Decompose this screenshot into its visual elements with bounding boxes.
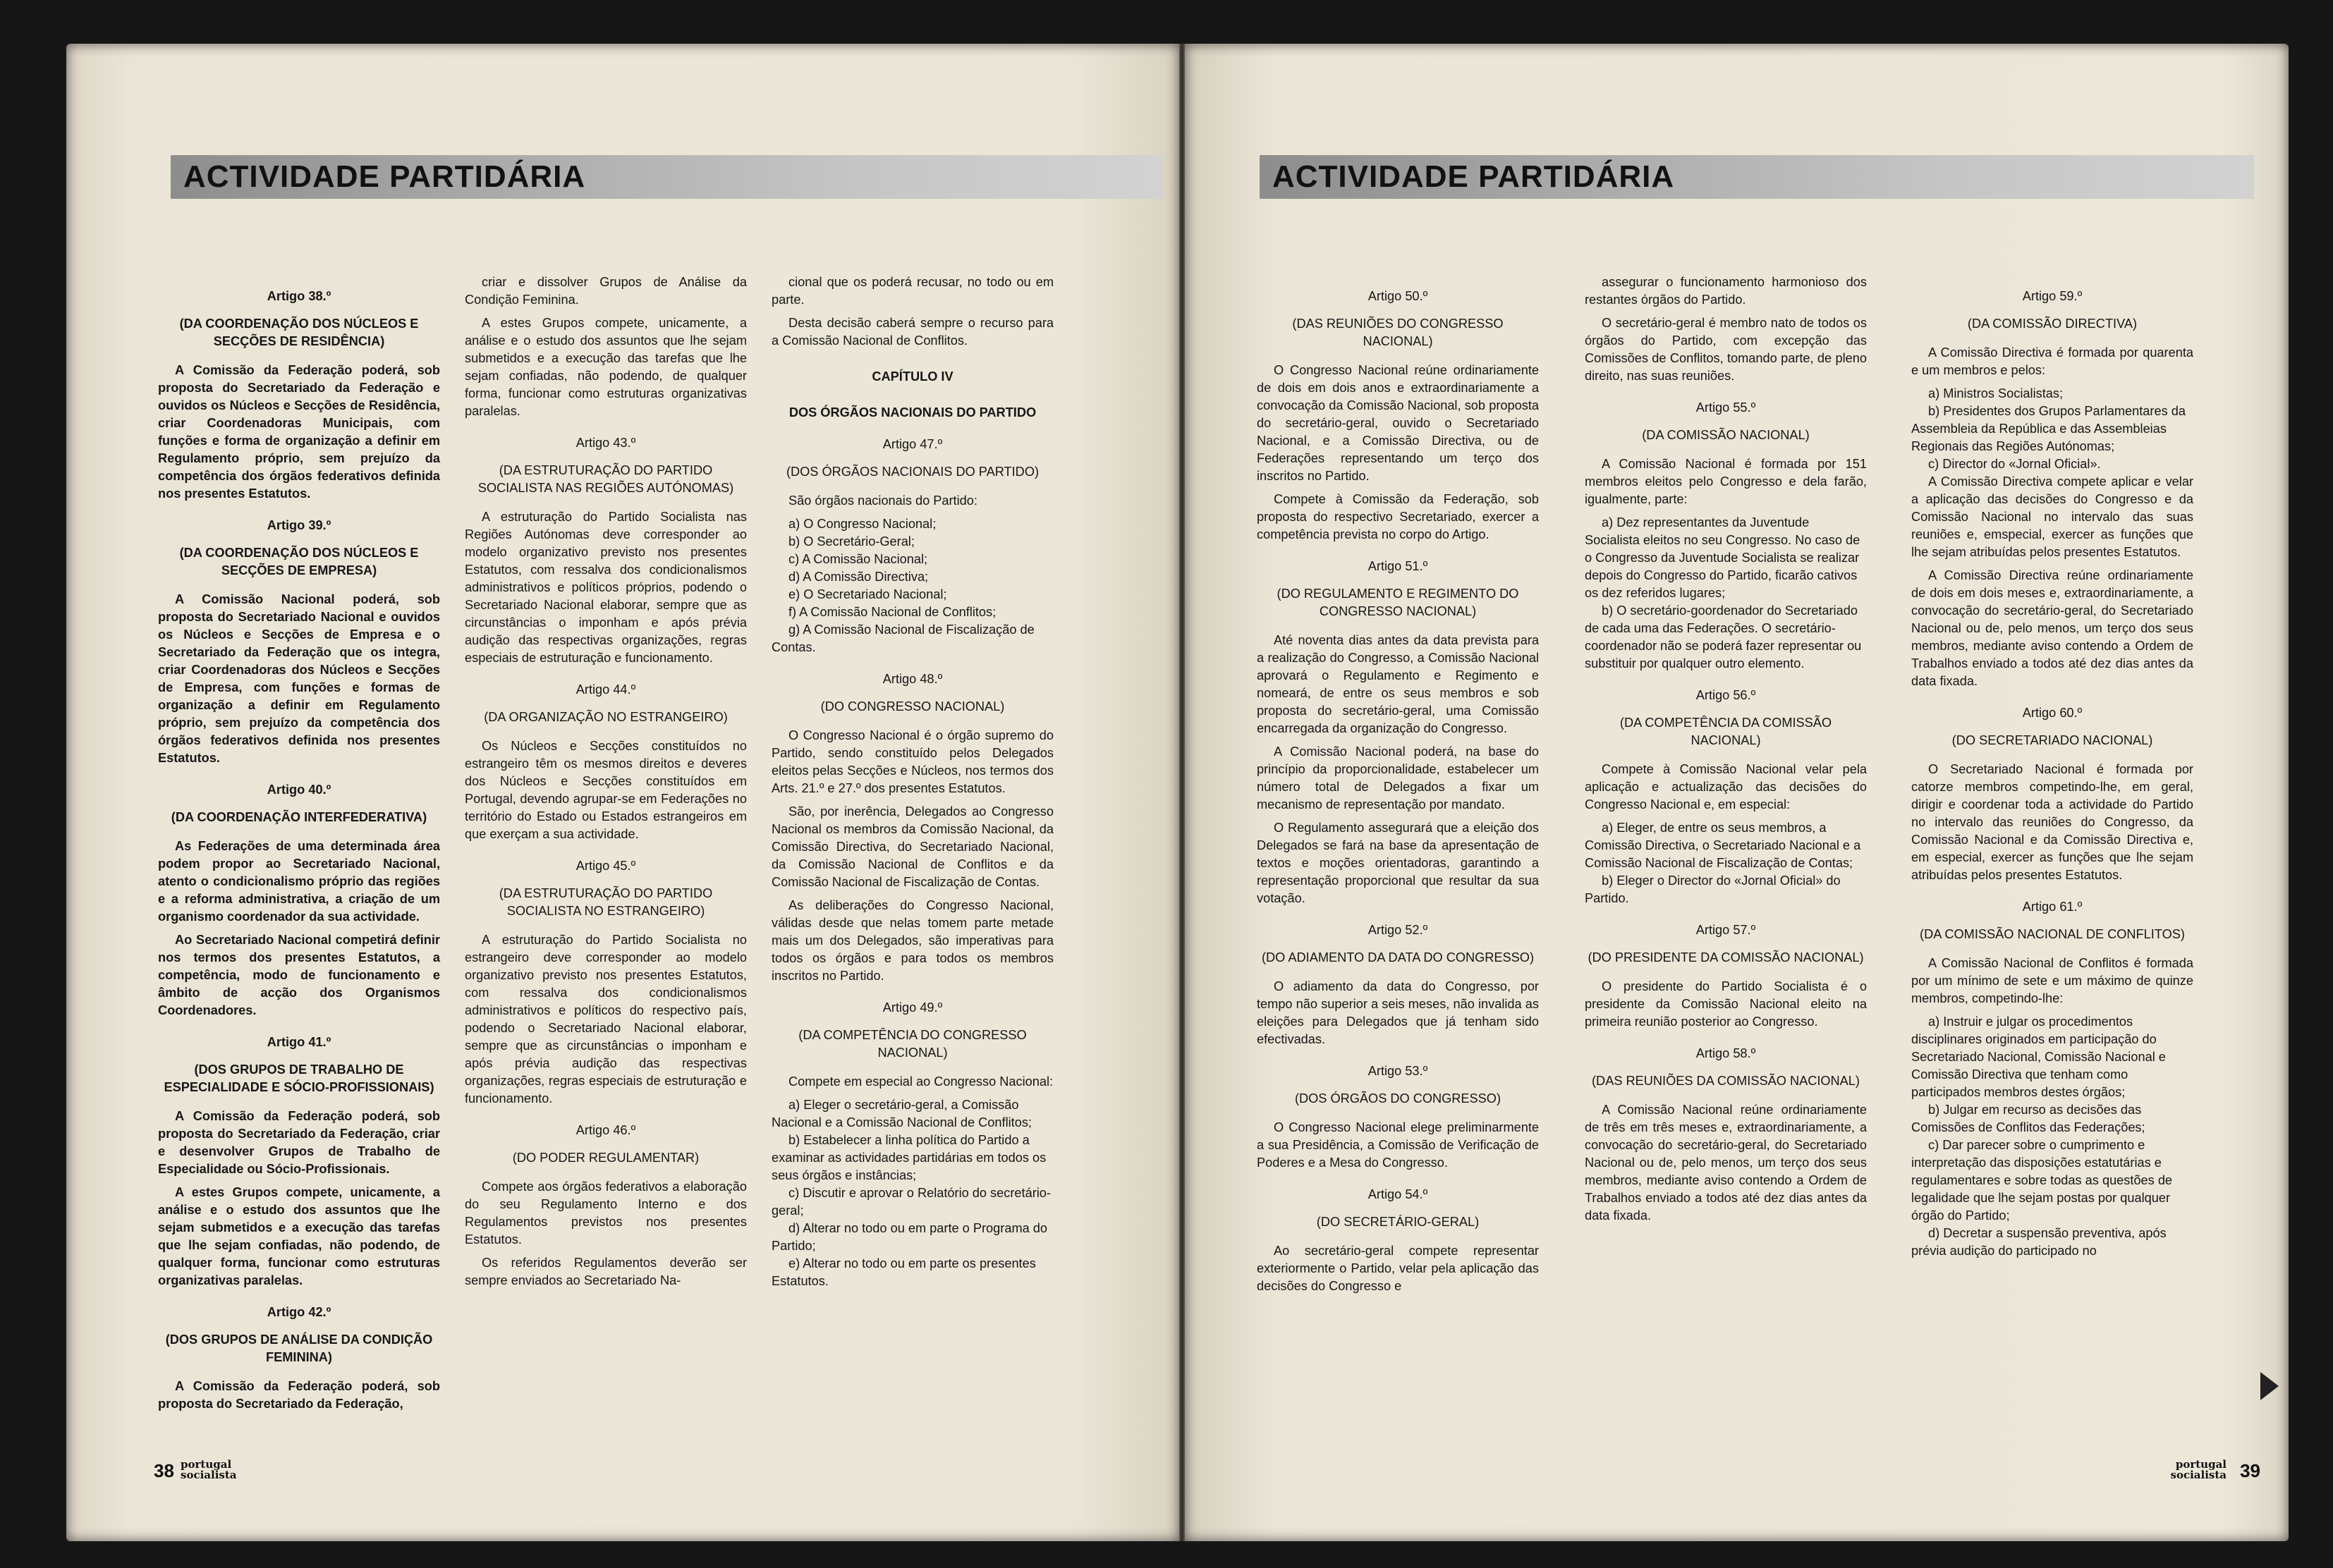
article-heading: Artigo 41.º [267,1035,331,1049]
article-heading: Artigo 51.º [1367,559,1428,573]
continue-arrow-icon [2260,1372,2279,1400]
paragraph: Os Núcleos e Secções constituídos no estrangeiro têm os mesmos direitos e deveres dos Núcleos e Secções constituídos em Portugal, devendo agrupar-se em Federações no território do Estado ou Estados estrangeiros em que exerçam a sua actividade. [465,739,747,841]
paragraph: A Comissão da Federação poderá, sob proposta do Secretariado da Federação e ouvidos os Núcleos e Secções de Residência, criar Coordenadoras Municipais, com funções e forma de organização a definir em Regulamento próprio, sem prejuízo da competência dos órgãos federativos definida nos presentes Estatutos. [158,363,440,501]
article-heading: Artigo 47.º [882,437,943,451]
article-heading: Artigo 61.º [2022,900,2083,914]
article-title: (DOS GRUPOS DE ANÁLISE DA CONDIÇÃO FEMININA) [165,1333,433,1364]
section-header: ACTIVIDADE PARTIDÁRIA [171,155,1162,199]
list-item: g) A Comissão Nacional de Fiscalização de Contas. [772,623,1035,654]
paragraph: São, por inerência, Delegados ao Congresso Nacional os membros da Comissão Nacional, da Comissão Directiva, do Secretariado Nacional, da Comissão Nacional de Conflitos e da Comissão Nacional de Fiscalização de Contas. [772,804,1054,889]
article-heading: Artigo 54.º [1367,1187,1428,1201]
paragraph: criar e dissolver Grupos de Análise da Condição Feminina. [465,275,747,307]
paragraph: As deliberações do Congresso Nacional, válidas desde que nelas tomem parte metade mais um dos Delegados, são imperativas para todos os órgãos e para todos os membros inscritos no Partido. [772,898,1054,983]
article-title: (DA COORDENAÇÃO DOS NÚCLEOS E SECÇÕES DE RESIDÊNCIA) [179,317,419,348]
article-heading: Artigo 48.º [882,672,943,686]
list-item: b) O secretário-goordenador do Secretariado de cada uma das Federações. O secretário-coordenador não se poderá fazer representar ou substituir por qualquer outro elemento. [1585,604,1862,670]
paragraph: O Regulamento assegurará que a eleição dos Delegados se fará na base da apresentação de textos e moções orientadoras, garantindo a representação proporcional que resultar da sua votação. [1257,821,1539,905]
paragraph: A estes Grupos compete, unicamente, a análise e o estudo dos assuntos que lhe sejam submetidos e a execução das tarefas que lhe sejam confiadas, não podendo, de qualquer forma, funcionar como estruturas organizativas paralelas. [158,1185,440,1287]
paragraph: São órgãos nacionais do Partido: [788,494,977,508]
article-heading: Artigo 42.º [267,1305,331,1319]
page-number: 38 [154,1460,174,1481]
list-item: d) A Comissão Directiva; [788,570,929,584]
paragraph: A estruturação do Partido Socialista no estrangeiro deve corresponder ao modelo organizativo previsto nos presentes Estatutos, com ressalva dos condicionalismos administrativos e políticos do respectivo país, podendo o Secretariado Nacional elaborar, sempre que as circunstâncias o imponham e após prévia audição das respectivas organizações, regras especiais de estruturação e funcionamento. [465,933,747,1105]
publication-logo: portugal socialista [181,1458,237,1481]
list-item: b) Estabelecer a linha política do Partido a examinar as actividades partidárias em todos os seus órgãos e instâncias; [772,1133,1047,1182]
publication-logo: portugal socialista [2170,1458,2227,1481]
paragraph: A Comissão Directiva reúne ordinariamente de dois em dois meses e, extraordinariamente, a convocação do secretário-geral, do Secretariado Nacional ou de, pelo menos, um terço dos seus membros, mediante aviso contendo a Ordem de Trabalhos enviado a todos até dez dias antes da data fixada. [1911,568,2193,688]
article-title: (DA ESTRUTURAÇÃO DO PARTIDO SOCIALISTA NAS REGIÕES AUTÓNOMAS) [477,463,734,495]
paragraph: A Comissão da Federação poderá, sob proposta do Secretariado da Federação, criar e desenvolver Grupos de Trabalho de Especialidade ou Sócio-Profissionais. [158,1109,440,1176]
paragraph: Compete à Comissão Nacional velar pela aplicação e actualização das decisões do Congresso Nacional e, em especial: [1585,762,1867,811]
list-item: a) Eleger, de entre os seus membros, a Comissão Directiva, o Secretariado Nacional e a Comissão Nacional de Fiscalização de Contas; [1585,821,1861,870]
list-item: a) Dez representantes da Juventude Socialista eleitos no seu Congresso. No caso de o Congresso da Juventude Socialista se realizar depois do Congresso do Partido, ficarão cativos os dez referidos lugares; [1585,515,1860,600]
paragraph: O Congresso Nacional elege preliminarmente a sua Presidência, a Comissão de Verificação de Poderes e a Mesa do Congresso. [1257,1120,1539,1170]
article-title: (DA COORDENAÇÃO INTERFEDERATIVA) [171,810,427,824]
paragraph: A Comissão Nacional poderá, na base do princípio da proporcionalidade, estabelecer um número total de Delegados a fixar um mecanismo de representação por mandato. [1257,745,1539,811]
list-item: b) Presidentes dos Grupos Parlamentares da Assembleia da República e das Assembleias Regionais das Regiões Autónomas; [1911,404,2186,453]
article-heading: Artigo 55.º [1695,400,1756,415]
list-item: c) Director do «Jornal Oficial». [1928,457,2101,471]
article-title: (DO SECRETÁRIO-GERAL) [1316,1215,1480,1229]
chapter-heading: DOS ÓRGÃOS NACIONAIS DO PARTIDO [788,405,1037,419]
article-heading: Artigo 38.º [267,289,331,303]
list-item: c) Dar parecer sobre o cumprimento e interpretação das disposições estatutárias e regulamentares e sobre todas as questões de legalidade que lhe sejam postas por qualquer órgão do Partido; [1911,1138,2173,1223]
paragraph: O Congresso Nacional é o órgão supremo do Partido, sendo constituído pelos Delegados eleitos pelas Secções e Núcleos, nos termos dos Arts. 21.º e 27.º dos presentes Estatutos. [772,728,1054,795]
article-title: (DA COMPETÊNCIA DO CONGRESSO NACIONAL) [798,1028,1027,1060]
list-item: d) Alterar no todo ou em parte o Programa do Partido; [772,1221,1047,1253]
article-heading: Artigo 45.º [575,859,636,873]
list-item: a) Instruir e julgar os procedimentos disciplinares originados em participação do Secretariado Nacional, Comissão Nacional e Comissão Directiva que tenham como participados membros destes órgãos; [1911,1015,2166,1099]
paragraph: O presidente do Partido Socialista é o presidente da Comissão Nacional eleito na primeira reunião posterior ao Congresso. [1585,979,1867,1029]
article-title: (DA COORDENAÇÃO DOS NÚCLEOS E SECÇÕES DE EMPRESA) [179,546,419,577]
paragraph: Compete aos órgãos federativos a elaboração do seu Regulamento Interno e dos Regulamentos previstos nos presentes Estatutos. [465,1180,747,1247]
right-column-3 [1911,274,2193,1260]
paragraph: Compete à Comissão da Federação, sob proposta do respectivo Secretariado, exercer a competência prevista no corpo do Artigo. [1257,492,1539,541]
article-title: (DO REGULAMENTO E REGIMENTO DO CONGRESSO NACIONAL) [1277,587,1519,618]
article-heading: Artigo 43.º [575,436,636,450]
section-header: ACTIVIDADE PARTIDÁRIA [1260,155,2254,199]
article-title: (DA COMISSÃO DIRECTIVA) [1967,317,2138,331]
paragraph: Ao secretário-geral compete representar exteriormente o Partido, velar pela aplicação das decisões do Congresso e [1257,1244,1539,1293]
article-title: (DA ESTRUTURAÇÃO DO PARTIDO SOCIALISTA NO ESTRANGEIRO) [499,886,713,918]
list-item: a) Ministros Socialistas; [1928,386,2064,400]
left-column-2 [465,274,747,1295]
article-title: (DO ADIAMENTO DA DATA DO CONGRESSO) [1261,950,1535,964]
left-column-3 [772,274,1054,1290]
list-item: a) Eleger o secretário-geral, a Comissão Nacional e a Comissão Nacional de Conflitos; [772,1098,1032,1129]
left-column-1 [158,274,440,1419]
article-heading: Artigo 44.º [575,682,636,697]
right-column-1 [1257,274,1539,1301]
paragraph: Ao Secretariado Nacional competirá definir nos termos dos presentes Estatutos, a competência, modo de funcionamento e âmbito de acção dos Organismos Coordenadores. [158,933,440,1017]
paragraph: cional que os poderá recusar, no todo ou em parte. [772,275,1054,307]
list-item: b) Eleger o Director do «Jornal Oficial» do Partido. [1585,874,1841,905]
paragraph: A estes Grupos compete, unicamente, a análise e o estudo dos assuntos que lhe sejam submetidos e a execução das tarefas que lhe sejam confiadas, não podendo, de qualquer forma, funcionar como estruturas organizativas paralelas. [465,316,747,418]
article-title: (DA ORGANIZAÇÃO NO ESTRANGEIRO) [484,710,728,724]
paragraph: Compete em especial ao Congresso Nacional: [788,1074,1054,1089]
article-heading: Artigo 59.º [2022,289,2083,303]
paragraph: A Comissão Nacional de Conflitos é formada por um mínimo de sete e um máximo de quinze membros, competindo-lhe: [1911,956,2193,1005]
list-item: c) A Comissão Nacional; [788,552,928,566]
paragraph: A Comissão Nacional poderá, sob proposta do Secretariado Nacional e ouvidos os Núcleos e Secções de Empresa e o Secretariado da Federação que os integra, criar Coordenadoras dos Núcleos e Secções de Empresa, com funções e formas de organização a definir em Regulamento próprio, sem prejuízo da competência dos órgãos federativos definida nos presentes Estatutos. [158,592,440,765]
article-title: (DOS ÓRGÃOS NACIONAIS DO PARTIDO) [786,465,1040,479]
left-page [66,44,1179,1541]
article-title: (DAS REUNIÕES DA COMISSÃO NACIONAL) [1592,1074,1860,1088]
paragraph: assegurar o funcionamento harmonioso dos restantes órgãos do Partido. [1585,275,1867,307]
article-heading: Artigo 52.º [1367,923,1428,937]
list-item: b) O Secretário-Geral; [788,534,915,549]
article-title: (DAS REUNIÕES DO CONGRESSO NACIONAL) [1292,317,1504,348]
paragraph: O Congresso Nacional reúne ordinariamente de dois em dois anos e extraordinariamente a convocação da Comissão Nacional, sob proposta do secretário-geral, ouvido o Secretariado Nacional, e a Comissão Directiva, ou de Federações representando um terço dos inscritos no Partido. [1257,363,1539,483]
article-heading: Artigo 60.º [2022,706,2083,720]
article-heading: Artigo 58.º [1695,1046,1756,1060]
article-title: (DO SECRETARIADO NACIONAL) [1951,733,2153,747]
paragraph: Desta decisão caberá sempre o recurso para a Comissão Nacional de Conflitos. [772,316,1054,348]
article-heading: Artigo 57.º [1695,923,1756,937]
list-item: e) Alterar no todo ou em parte os presentes Estatutos. [772,1256,1036,1288]
article-title: (DO PODER REGULAMENTAR) [512,1151,700,1165]
article-heading: Artigo 49.º [882,1000,943,1015]
article-heading: Artigo 40.º [267,783,331,797]
paragraph: A estruturação do Partido Socialista nas Regiões Autónomas deve corresponder ao modelo organizativo previsto nos presentes Estatutos, com ressalva dos condicionalismos administrativos e políticos próprios, podendo o Secretariado Nacional elaborar, sempre que as circunstâncias o imponham e após prévia audição das respectivas organizações, regras especiais de estruturação e funcionamento. [465,510,747,665]
article-title: (DOS GRUPOS DE TRABALHO DE ESPECIALIDADE E SÓCIO-PROFISSIONAIS) [164,1062,434,1094]
article-heading: Artigo 53.º [1367,1064,1428,1078]
article-title: (DOS ÓRGÃOS DO CONGRESSO) [1294,1091,1501,1105]
paragraph: A Comissão Nacional reúne ordinariamente de três em três meses e, extraordinariamente, a convocação do secretário-geral, do Secretariado Nacional ou de, pelo menos, um terço dos seus membros, mediante aviso contendo a Ordem de Trabalhos enviado a todos até dez dias antes da data fixada. [1585,1103,1867,1223]
list-item: d) Decretar a suspensão preventiva, após prévia audição do participado no [1911,1226,2167,1258]
article-title: (DA COMISSÃO NACIONAL DE CONFLITOS) [1920,927,2185,941]
list-item: c) Discutir e aprovar o Relatório do secretário-geral; [772,1186,1051,1218]
paragraph: O secretário-geral é membro nato de todos os órgãos do Partido, com excepção das Comissões de Conflitos, tomando parte, de pleno direito, nas suas reuniões. [1585,316,1867,383]
list-item: b) Julgar em recurso as decisões das Comissões de Conflitos das Federações; [1911,1103,2145,1134]
list-item: f) A Comissão Nacional de Conflitos; [788,605,997,619]
right-page [1185,44,2289,1541]
list-item: a) O Congresso Nacional; [788,517,937,531]
paragraph: A Comissão Directiva é formada por quarenta e um membros e pelos: [1911,345,2193,377]
article-title: (DA COMISSÃO NACIONAL) [1642,428,1810,442]
paragraph: A Comissão da Federação poderá, sob proposta do Secretariado da Federação, [158,1379,440,1411]
paragraph: A Comissão Directiva compete aplicar e velar a aplicação das decisões do Congresso e da Comissão Nacional no intervalo das suas reuniões e, emspecial, exercer as funções que lhe sejam atribuídas pelos presentes Estatutos. [1911,474,2193,559]
article-heading: Artigo 56.º [1695,688,1756,702]
paragraph: A Comissão Nacional é formada por 151 membros eleitos pelo Congresso e dela farão, igualmente, parte: [1585,457,1867,506]
paragraph: O adiamento da data do Congresso, por tempo não superior a seis meses, não invalida as eleições para Delegados que já tenham sido efectivadas. [1257,979,1539,1046]
article-title: (DO CONGRESSO NACIONAL) [820,699,1005,713]
paragraph: Até noventa dias antes da data prevista para a realização do Congresso, a Comissão Nacional aprovará o Regulamento e Regimento e nomeará, de entre os seus membros e sob proposta do secretário-geral, uma Comissão encarregada da organização do Congresso. [1257,633,1539,735]
article-heading: Artigo 39.º [267,518,331,532]
article-heading: Artigo 50.º [1367,289,1428,303]
paragraph: Os referidos Regulamentos deverão ser sempre enviados ao Secretariado Na- [465,1256,747,1287]
article-heading: Artigo 46.º [575,1123,636,1137]
article-title: (DO PRESIDENTE DA COMISSÃO NACIONAL) [1588,950,1864,964]
page-number: 39 [2240,1460,2260,1481]
article-title: (DA COMPETÊNCIA DA COMISSÃO NACIONAL) [1619,716,1832,747]
list-item: e) O Secretariado Nacional; [788,587,947,601]
right-column-2 [1585,274,1867,1230]
paragraph: O Secretariado Nacional é formada por catorze membros competindo-lhe, em geral, dirigir e coordenar toda a actividade do Partido no intervalo das reuniões do Congresso, da Comissão Nacional e da Comissão Directiva e, em especial, exercer as funções que lhe sejam atribuídas pelos presentes Estatutos. [1911,762,2193,882]
chapter-heading: CAPÍTULO IV [872,369,954,384]
paragraph: As Federações de uma determinada área podem propor ao Secretariado Nacional, atento o condicionalismo próprio das regiões e a reforma administrativa, a criação de um organismo coordenador da sua actividade. [158,839,440,924]
